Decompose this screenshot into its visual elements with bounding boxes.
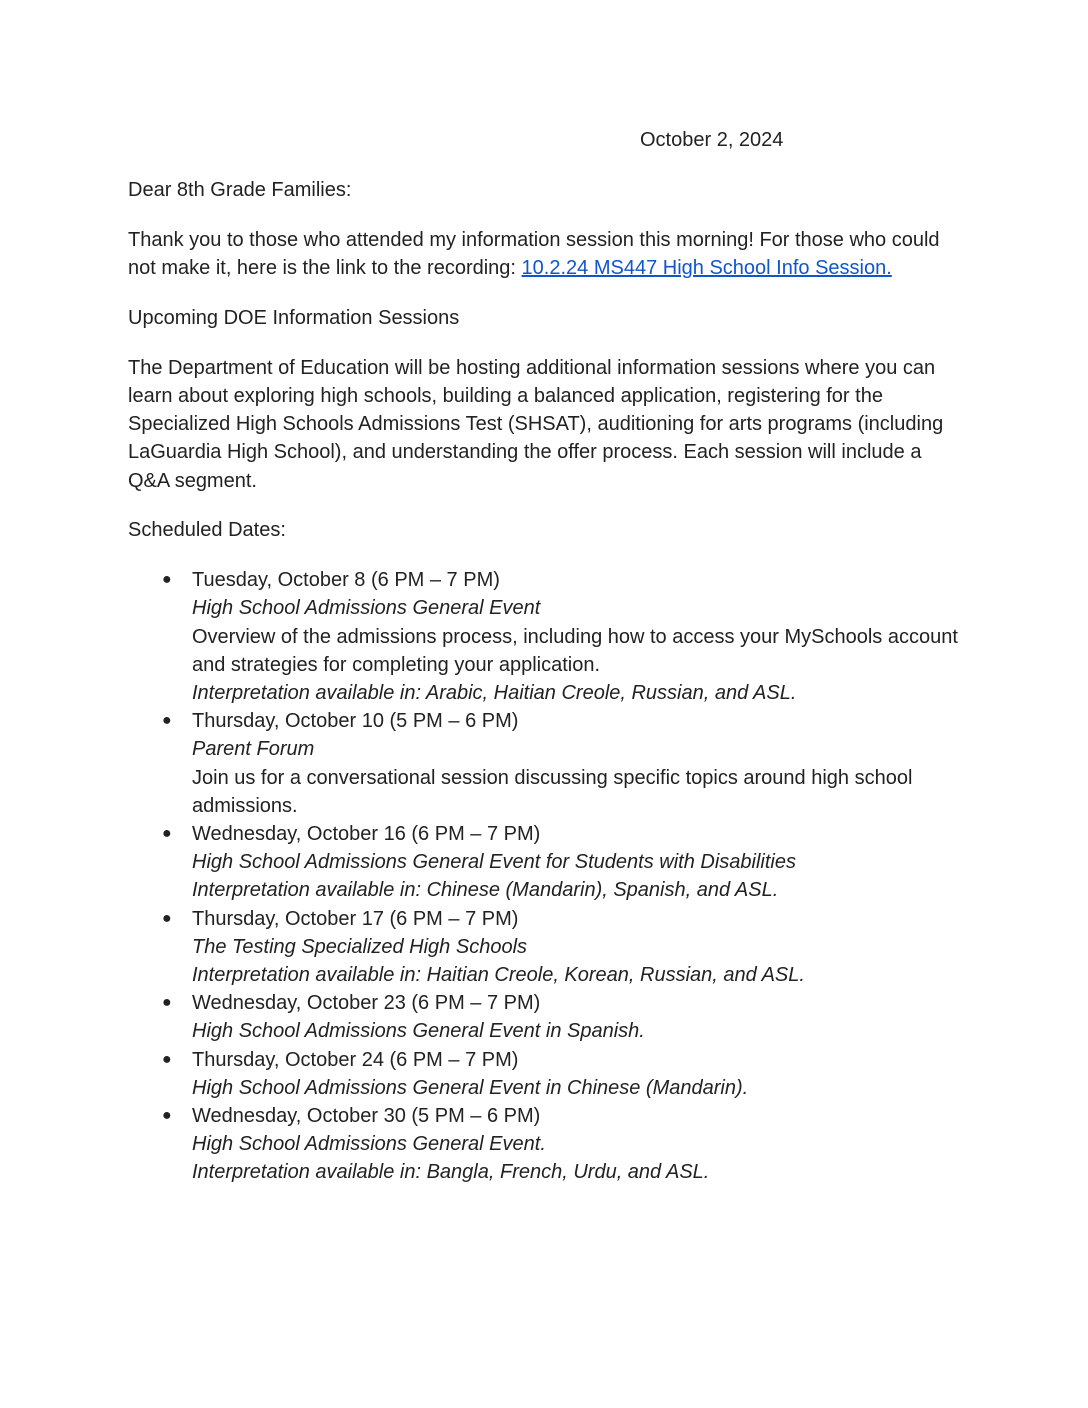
list-item <box>128 1046 958 1102</box>
letter-body <box>128 126 958 1187</box>
session-when: Wednesday, October 30 (5 PM – 6 PM) <box>192 1105 541 1128</box>
intro-text: Thank you to those who attended my information session this morning! For those who could not make it, here is the link to the recording: <box>128 229 940 280</box>
letter-date: October 2, 2024 <box>640 129 784 151</box>
bullet-icon: ● <box>162 571 172 589</box>
session-details: Overview of the admissions process, including how to access your MySchools account and strategies for completing your application. <box>192 625 958 676</box>
greeting: Dear 8th Grade Families: <box>128 179 352 202</box>
session-when: Thursday, October 17 (6 PM – 7 PM) <box>192 907 519 930</box>
list-item <box>128 566 958 707</box>
session-title: The Testing Specialized High Schools <box>192 935 528 958</box>
bullet-icon: ● <box>162 1107 172 1125</box>
list-item <box>128 905 958 990</box>
session-title: Parent Forum <box>192 738 315 761</box>
session-interpretation: Interpretation available in: Arabic, Haitian Creole, Russian, and ASL. <box>192 682 797 705</box>
description-paragraph: The Department of Education will be hosting additional information sessions where you can learn about exploring high schools, building a balanced application, registering for the Specialized High Schools Admissions Test (SHSAT), auditioning for arts programs (including LaGuardia High School), and understanding the offer process. Each session will include a Q&A segment. <box>128 356 944 492</box>
bullet-icon: ● <box>162 994 172 1012</box>
section-heading: Upcoming DOE Information Sessions <box>128 307 460 329</box>
bullet-icon: ● <box>162 712 172 730</box>
bullet-icon: ● <box>162 1050 172 1068</box>
session-details: Join us for a conversational session discussing specific topics around high school admissions. <box>192 766 913 817</box>
session-title: High School Admissions General Event in Chinese (Mandarin). <box>192 1076 749 1099</box>
session-when: Tuesday, October 8 (6 PM – 7 PM) <box>192 569 500 592</box>
recording-link[interactable]: 10.2.24 MS447 High School Info Session. <box>521 257 892 280</box>
session-title: High School Admissions General Event in Spanish. <box>192 1020 645 1043</box>
bullet-icon: ● <box>162 909 172 927</box>
session-title: High School Admissions General Event <box>192 597 541 620</box>
list-item <box>128 820 958 905</box>
session-title: High School Admissions General Event for Students with Disabilities <box>192 851 796 874</box>
session-title: High School Admissions General Event. <box>192 1133 546 1156</box>
scheduled-dates-label: Scheduled Dates: <box>128 519 286 542</box>
list-item <box>128 1102 958 1187</box>
session-list <box>128 566 958 1186</box>
session-interpretation: Interpretation available in: Bangla, French, Urdu, and ASL. <box>192 1161 710 1184</box>
list-item <box>128 989 958 1045</box>
session-interpretation: Interpretation available in: Haitian Creole, Korean, Russian, and ASL. <box>192 964 805 987</box>
session-when: Thursday, October 10 (5 PM – 6 PM) <box>192 710 519 733</box>
session-when: Thursday, October 24 (6 PM – 7 PM) <box>192 1048 519 1071</box>
bullet-icon: ● <box>162 825 172 843</box>
session-when: Wednesday, October 16 (6 PM – 7 PM) <box>192 823 541 846</box>
list-item <box>128 707 958 820</box>
session-when: Wednesday, October 23 (6 PM – 7 PM) <box>192 992 541 1015</box>
session-interpretation: Interpretation available in: Chinese (Mandarin), Spanish, and ASL. <box>192 879 779 902</box>
intro-paragraph <box>128 226 958 282</box>
